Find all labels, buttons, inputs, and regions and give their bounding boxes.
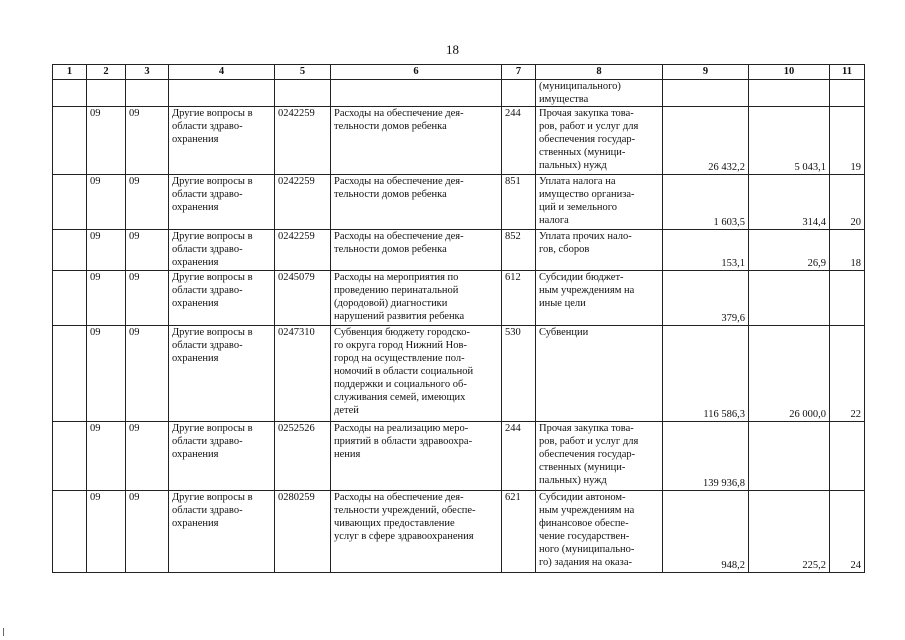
expense-type-cell: Прочая закупка това- ров, работ и услуг для обеспечения государ- ственных (муници- пальных) нужд — [536, 107, 663, 175]
expense-code-cell: 244 — [502, 107, 536, 175]
amount-cell: 153,1 — [663, 230, 749, 271]
margin-mark — [3, 628, 4, 636]
table-row — [53, 107, 865, 175]
subsection-code-cell: 09 — [126, 175, 169, 230]
header-cell: 2 — [87, 65, 126, 80]
table-cell — [126, 80, 169, 107]
subsection-name-cell: Другие вопросы в области здраво- охранения — [169, 175, 275, 230]
header-cell: 7 — [502, 65, 536, 80]
target-name-cell: Расходы на реализацию меро- приятий в области здравоохра- нения — [331, 422, 502, 491]
table-cell — [53, 326, 87, 422]
budget-table — [52, 64, 865, 573]
expense-type-cell: Субвенции — [536, 326, 663, 422]
section-code-cell: 09 — [87, 271, 126, 326]
ref-cell: 18 — [830, 230, 865, 271]
table-cell — [663, 80, 749, 107]
subsection-code-cell: 09 — [126, 107, 169, 175]
table-cell — [502, 80, 536, 107]
subsection-code-cell: 09 — [126, 326, 169, 422]
header-cell: 10 — [749, 65, 830, 80]
expense-type-cell: Субсидии бюджет- ным учреждениям на иные цели — [536, 271, 663, 326]
carryover-row — [53, 80, 865, 107]
header-cell: 6 — [331, 65, 502, 80]
target-code-cell: 0280259 — [275, 491, 331, 573]
subsection-code-cell: 09 — [126, 422, 169, 491]
target-code-cell: 0242259 — [275, 230, 331, 271]
header-cell: 11 — [830, 65, 865, 80]
amount-cell: 26 432,2 — [663, 107, 749, 175]
amount-cell: 26 000,0 — [749, 326, 830, 422]
amount-cell: 5 043,1 — [749, 107, 830, 175]
table-cell — [87, 80, 126, 107]
subsection-name-cell: Другие вопросы в области здраво- охранения — [169, 326, 275, 422]
table-cell — [53, 491, 87, 573]
amount-cell — [749, 422, 830, 491]
table-row — [53, 230, 865, 271]
subsection-code-cell: 09 — [126, 271, 169, 326]
amount-cell: 139 936,8 — [663, 422, 749, 491]
table-cell — [830, 80, 865, 107]
table-cell — [53, 422, 87, 491]
header-cell: 1 — [53, 65, 87, 80]
target-name-cell: Расходы на обеспечение дея- тельности учреждений, обеспе- чивающих предоставление услуг в сфере здравоохранения — [331, 491, 502, 573]
subsection-name-cell: Другие вопросы в области здраво- охранения — [169, 491, 275, 573]
header-cell: 9 — [663, 65, 749, 80]
table-cell — [331, 80, 502, 107]
header-cell: 3 — [126, 65, 169, 80]
expense-code-cell: 621 — [502, 491, 536, 573]
section-code-cell: 09 — [87, 491, 126, 573]
target-code-cell: 0252526 — [275, 422, 331, 491]
table-row — [53, 422, 865, 491]
expense-type-cell: Уплата прочих нало- гов, сборов — [536, 230, 663, 271]
target-name-cell: Расходы на обеспечение дея- тельности домов ребенка — [331, 175, 502, 230]
target-code-cell: 0245079 — [275, 271, 331, 326]
amount-cell: 225,2 — [749, 491, 830, 573]
ref-cell: 19 — [830, 107, 865, 175]
table-cell — [53, 80, 87, 107]
subsection-code-cell: 09 — [126, 230, 169, 271]
table-row — [53, 271, 865, 326]
table-cell — [749, 80, 830, 107]
amount-cell: 1 603,5 — [663, 175, 749, 230]
table-cell — [53, 107, 87, 175]
page-number: 18 — [446, 42, 459, 57]
subsection-name-cell: Другие вопросы в области здраво- охранения — [169, 230, 275, 271]
expense-code-cell: 851 — [502, 175, 536, 230]
expense-type-cell: Субсидии автоном- ным учреждениям на финансовое обеспе- чение государствен- ного (муниципально- го) задания на оказа- — [536, 491, 663, 573]
ref-cell: 24 — [830, 491, 865, 573]
table-row — [53, 491, 865, 573]
ref-cell: 20 — [830, 175, 865, 230]
subsection-name-cell: Другие вопросы в области здраво- охранения — [169, 271, 275, 326]
target-code-cell: 0247310 — [275, 326, 331, 422]
target-code-cell: 0242259 — [275, 107, 331, 175]
amount-cell: 948,2 — [663, 491, 749, 573]
subsection-code-cell: 09 — [126, 491, 169, 573]
target-name-cell: Расходы на мероприятия по проведению перинатальной (дородовой) диагностики нарушений развития ребенка — [331, 271, 502, 326]
expense-code-cell: 530 — [502, 326, 536, 422]
section-code-cell: 09 — [87, 175, 126, 230]
section-code-cell: 09 — [87, 326, 126, 422]
amount-cell: 314,4 — [749, 175, 830, 230]
amount-cell: 116 586,3 — [663, 326, 749, 422]
amount-cell: 26,9 — [749, 230, 830, 271]
section-code-cell: 09 — [87, 230, 126, 271]
expense-code-cell: 852 — [502, 230, 536, 271]
table-body — [53, 65, 865, 573]
header-cell: 8 — [536, 65, 663, 80]
subsection-name-cell: Другие вопросы в области здраво- охранения — [169, 107, 275, 175]
amount-cell: 379,6 — [663, 271, 749, 326]
table-cell — [53, 230, 87, 271]
expense-type-cell: Уплата налога на имущество организа- ций и земельного налога — [536, 175, 663, 230]
target-name-cell: Расходы на обеспечение дея- тельности домов ребенка — [331, 230, 502, 271]
target-name-cell: Субвенция бюджету городско- го округа город Нижний Нов- город на осуществление пол- номочий в области социальной поддержки и социального об- служивания семей, имеющих детей — [331, 326, 502, 422]
section-code-cell: 09 — [87, 422, 126, 491]
section-code-cell: 09 — [87, 107, 126, 175]
ref-cell — [830, 422, 865, 491]
amount-cell — [749, 271, 830, 326]
expense-type-cell: (муниципального) имущества — [536, 80, 663, 107]
target-name-cell: Расходы на обеспечение дея- тельности домов ребенка — [331, 107, 502, 175]
expense-code-cell: 244 — [502, 422, 536, 491]
table-cell — [53, 175, 87, 230]
header-cell: 5 — [275, 65, 331, 80]
table-cell — [169, 80, 275, 107]
ref-cell — [830, 271, 865, 326]
expense-type-cell: Прочая закупка това- ров, работ и услуг для обеспечения государ- ственных (муници- пальных) нужд — [536, 422, 663, 491]
table-cell — [275, 80, 331, 107]
table-row — [53, 326, 865, 422]
target-code-cell: 0242259 — [275, 175, 331, 230]
expense-code-cell: 612 — [502, 271, 536, 326]
header-cell: 4 — [169, 65, 275, 80]
header-row — [53, 65, 865, 80]
subsection-name-cell: Другие вопросы в области здраво- охранения — [169, 422, 275, 491]
ref-cell: 22 — [830, 326, 865, 422]
table-cell — [53, 271, 87, 326]
table-row — [53, 175, 865, 230]
